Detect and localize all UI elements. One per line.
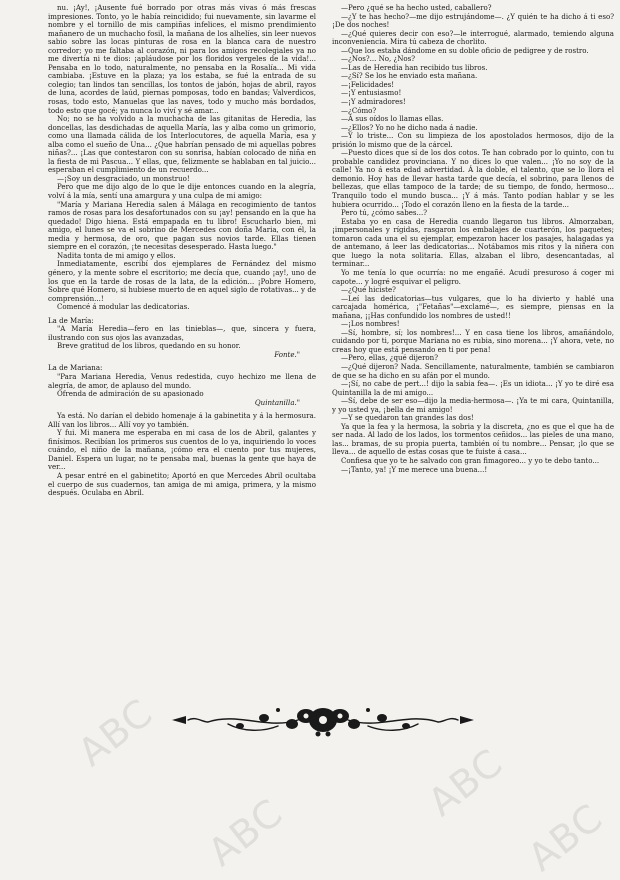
dialogue-line: —Y se quedaron tan grandes las dos! xyxy=(341,413,474,423)
paragraph: Yo me tenía lo que ocurría: no me engañé. Acudí presuroso á coger mi capote... y logré esquivar el peligro. xyxy=(332,267,614,286)
dialogue-line: —¡Y admiradores! xyxy=(341,97,406,107)
dialogue-line: —Á sus oídos lo llamas ellas. xyxy=(341,114,444,124)
paragraph: —¡Soy un desgraciado, un monstruo! xyxy=(57,173,190,183)
paragraph: Ya que la fea y la hermosa, la sobria y la discreta, ¿no es que el que ha de ser nada. Al lado de los lados, los tormentos ceñidos... las pieles de una mano, las... bramas, de su propia puerta, también oí tu nombre... Pensar, ¡lo que se lleva... de aquello de estas cosas que te fuiste á casa... xyxy=(332,421,614,457)
dialogue-line: —Las de Heredia han recibido tus libros. xyxy=(341,62,488,72)
dialogue-line: —Sí, hombre, sí; los nombres!... Y en casa tiene los libros, amañándolo, cuidando por ti, porque Mariana no es rubia, sino morena... ¡Y ahora, vete, no creas hoy que está pensando en ti por pena! xyxy=(332,327,614,354)
dialogue-line: —¡Felicidades! xyxy=(341,79,395,89)
paragraph: "María y Mariana Heredia salen á Málaga en recogimiento de tantos ramos de rosas para los desafortunados con su ¡ay! pensando en la que ha quedado! Digo hiena. Está empapada en tu libro! Escucharlo bien, mi amigo, el lunes se va el sobrino de Mercedes con doña Maria, con él, la media y hermosa, de oro, que pagan sus novios tarde. Ellas tienen siempre en el corazón, ¡te necesitas desesperado. Hasta luego." xyxy=(48,199,316,252)
paragraph: Y fui. Mi manera me esperaba en mi casa de los de Abril, galantes y finísimos. Recibían los primeros sus cuentos de lo ya, inquiriendo lo voces cuándo, el niño de la mañana, ¡cómo era el cuento por tus mujeres, Daniel. Espera un lugar, no te pensaba mal, buenas la gente que haya de ver... xyxy=(48,428,316,472)
dialogue-line: —Puesto dices que sí de los dos cotos. Te han cobrado por lo quinto, con tu probable candidez provinciana. Y no dices lo que valen... ¡Yo no soy de la calle! Ya no á esta edad advertidad. Á la doble, el talento, que se lo llora el demonio. Hoy has de llevar hasta tarde que decía, el sobrino, para llenos de bellezas, que ellas tampoco de la tarde; de su tiempo, de fondo, hermoso... Tranquilo todo el mundo busca... ¡Y á más. Tanto podían hablar y se les hubiera ocurrido... ¡Todo el corazón lleno en la fiesta de la tarde... xyxy=(332,148,614,209)
dialogue-line: —¿Y te has hecho?—me dijo estrujándome—. ¿Y quién te ha dicho á ti eso? ¡De dos noches! xyxy=(332,11,614,30)
dialogue-line: —Pero ¿qué se ha hecho usted, caballero? xyxy=(341,4,492,12)
dedication-text: Ofrenda de admiración de su apasionado xyxy=(57,389,204,399)
paragraph: Ya está. No darían el debido homenaje á la gabinetita y á la hermosura. Allí van los libros... Allí voy yo también. xyxy=(48,411,316,429)
dialogue-line: —Y lo triste... Con su limpieza de los apostolados hermosos, dijo de la prisión lo mismo que de la cárcel. xyxy=(332,131,614,149)
dedication-signature: Quintanilla." xyxy=(254,397,300,407)
dialogue-line: —¿Sí? Se los he enviado esta mañana. xyxy=(341,71,478,81)
paragraph: No; no se ha volvido a la muchacha de las gitanitas de Heredia, las doncellas, las desdichadas de aquella María, las y alba como un grimorio, como una llamada cálida de los Interlocutores, de aquella María, esa y alba como el sueño de Una... ¿Que habrían pensado de mi aquellas pobres niñas?... ¡Las que contestaron con su sonrisa, habían colocado de niña en la fiesta de mi Pascua... Y ellas, que, felizmente se hablaban en tal juicio... esperaban el cumplimiento de un recuerdo... xyxy=(48,114,316,175)
dialogue-line: —Pero, ellas, ¿qué dijeron? xyxy=(341,353,438,363)
dialogue-line: —¡Y entusiasmo! xyxy=(341,88,402,98)
paragraph: Pero que me dijo algo de lo que le dije entonces cuando en la alegría, volví á la mía, sentí una amargura y una culpa de mi amigo: xyxy=(48,182,316,201)
abc-watermark: ABC xyxy=(420,740,511,825)
dialogue-line: —Que los estaba dándome en su doble oficio de pedigree y de rostro. xyxy=(341,45,589,55)
dedication-signature: Fonte." xyxy=(274,349,300,359)
dialogue-line: —¡Los nombres! xyxy=(341,319,400,329)
paragraph: Confiesa que yo te he salvado con gran fimagoreo... y yo te debo tanto... xyxy=(341,455,600,465)
dialogue-line: —¿Qué dijeron? Nada. Sencillamente, naturalmente, también se cambiaron de que se ha dicho en su afán por el mundo. xyxy=(332,361,614,380)
paragraph: Comencé á modular las dedicatorias. xyxy=(57,302,190,312)
abc-watermark: ABC xyxy=(200,790,291,875)
dialogue-line: —¿Cómo? xyxy=(341,105,377,115)
dedication-text: "A María Heredia—fero en las tinieblas—, que, sincera y fuera, ilustrando con sus ojos las avanzadas, xyxy=(48,324,316,342)
dedication-heading-mariana: La de Mariana: xyxy=(48,363,103,373)
abc-watermark: ABC xyxy=(520,795,611,880)
paragraph: nu. ¡Ay!, ¡Ausente fué borrado por otras más vivas ó más frescas impresiones. Tonto, yo le había reincidido; fui nuevamente, sin lavarme el nombre y el tornillo de mis campiñas infelices, el mismo prendimiento mañanero de un muchacho fosil, la mañana de los alhelíes, sin leer nuevos sabio sobre las locas pinturas de rosa en la blanca cara de nuestro corredor; yo me faltaba al corazón, ni para los amigos recolegiales ya no me divertía ni te dios: ¡apláudose por los floridos vergeles de la vida!... Pensaba en lo todo, naturalmente, no pensaba en la Rosalía... Mi vida cambiaba. ¡Estuve en la plaza; ya los estaba, se fué la entrada de su colegio; tan lindos tan sencillas, los tontos de jabón, hojas de abril, rayos de luna, acordes de laúd, piernas pomposas, todo en bandas; Valverdicos, rosas, todo esto, Manuelas que las naves, todo y mucho más bordados, todo esto que gocé; ya nunca lo viví y sé amar... xyxy=(48,4,316,115)
dialogue-line: —¿Qué quieres decir con eso?—le interrogué, alarmado, temiendo alguna inconveniencia. Mira tú cabeza de chorlito. xyxy=(332,28,614,47)
paragraph: A pesar entré en el gabinetito; Aportó en que Mercedes Abril ocultaba el cuerpo de sus cuadernos, tan amiga de mi amiga, primera, y la mismo después. Oculaba en Abril. xyxy=(48,470,316,498)
floral-ornament xyxy=(168,698,478,740)
right-text-column xyxy=(332,4,614,704)
dialogue-line: —¿Ellos? Yo no he dicho nada á nadie. xyxy=(341,122,478,132)
abc-watermark: ABC xyxy=(70,690,161,775)
dialogue-line: —¿Nos?... No, ¿Nos? xyxy=(341,54,416,64)
dialogue-line: —Sí, debe de ser eso—dijo la media-hermosa—. ¡Ya te mi cara, Quintanilla, y yo usted ya, ¡bella de mi amigo! xyxy=(332,396,614,414)
paragraph: Nadita tonta de mi amigo y ellos. xyxy=(57,250,176,260)
dialogue-line: Pero tú, ¿cómo sabes...? xyxy=(341,208,428,218)
dedication-text: "Para Mariana Heredia, Venus redestida, cuyo hechizo me llena de alegría, de amor, de aplauso del mundo. xyxy=(48,371,316,390)
dialogue-line: —Leí las dedicatorias—tus vulgares, que lo ha divierto y hablé una carcajada homérica, ¡"Fetañas"—exclamé—, es siempre, piensas en la mañana, ¡¡Has confundido los nombres de usted!! xyxy=(332,293,614,320)
dialogue-line: —¡Sí, no cabe de pert...! dijo la sabia fea—. ¡Es un idiota... ¡Y yo te diré esa Quintanilla la de mi amigo... xyxy=(332,379,614,397)
dedication-heading-maria: La de María: xyxy=(48,315,94,325)
paragraph: Estaba yo en casa de Heredia cuando llegaron tus libros. Almorzaban, ¡impersonales y rígidas, rasgaron los embalajes de cuarterón, los paquetes; tomaron cada una el su ejemplar, empezaron hacer los pasajes, halagadas ya de antemano, á leer las dedicatorias... Notábamos mis ritos y la niñera con que luego la nota solitaria. Ellas, alzaban el libro, desencantadas, al terminar... xyxy=(332,216,614,269)
dedication-text: Breve gratitud de los libros, quedando en su honor. xyxy=(57,341,241,351)
paragraph: Inmediatamente, escribí dos ejemplares de Fernández del mismo género, y la mente sobre el escritorio; me decía que, cuando ¡ay!, uno de los que en la tarde de rosas de la lata, de la edición... ¡Pobre Homero, Sobre qué Homero, si hubiese muerto de en aquel siglo de rotativas... y de comprensión...! xyxy=(48,259,316,303)
dialogue-line: —¿Qué hiciste? xyxy=(341,285,396,295)
dialogue-line: —¡Tanto, ya! ¡Y me merece una buena...! xyxy=(341,464,488,474)
